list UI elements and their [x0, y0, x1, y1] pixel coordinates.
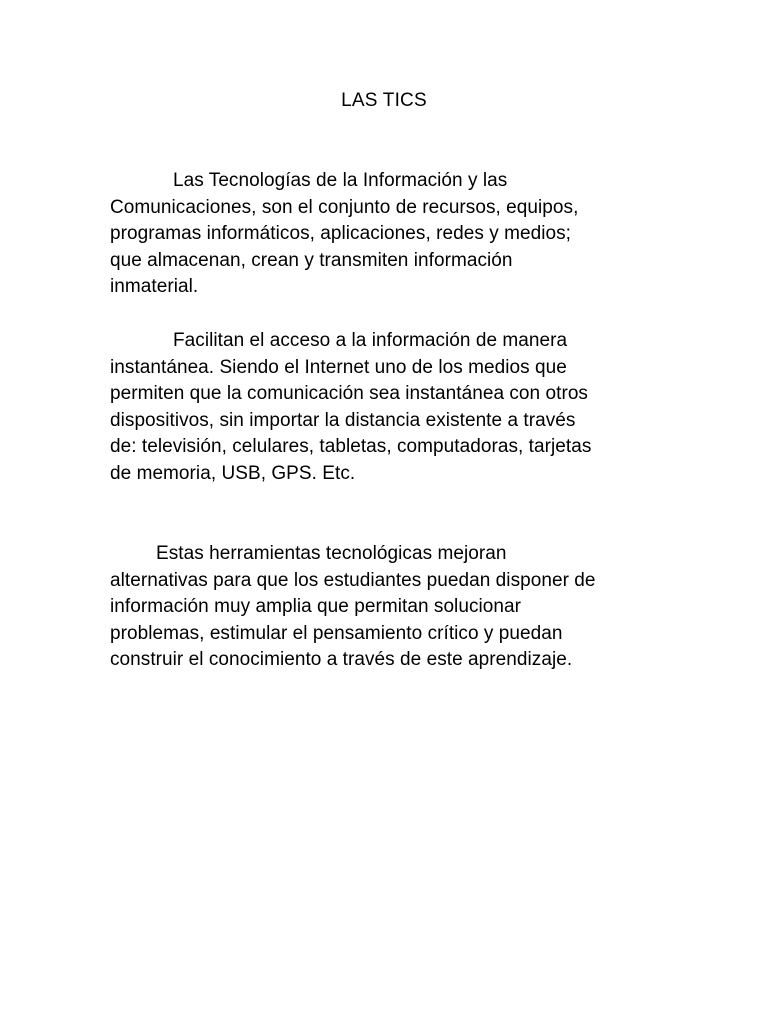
paragraph-1-text: Las Tecnologías de la Información y las Comunicaciones, son el conjunto de recursos, equipos, programas informáticos, aplicaciones, redes y medios; que almacenan, crean y transmiten información inmaterial.	[110, 170, 579, 297]
paragraph-3-text: Estas herramientas tecnológicas mejoran alternativas para que los estudiantes puedan disponer de información muy amplia que permitan solucionar problemas, estimular el pensamiento crítico y puedan construir el conocimiento a través de este aprendizaje.	[110, 543, 596, 670]
paragraph-1	[110, 168, 670, 301]
paragraph-3	[110, 541, 670, 674]
document-title: LAS TICS	[341, 90, 427, 111]
paragraph-2-text: Facilitan el acceso a la información de manera instantánea. Siendo el Internet uno de los medios que permiten que la comunicación sea instantánea con otros dispositivos, sin importar la distancia existente a través de: televisión, celulares, tabletas, computadoras, tarjetas de memoria, USB, GPS. Etc.	[110, 330, 592, 484]
paragraph-2	[110, 328, 670, 487]
